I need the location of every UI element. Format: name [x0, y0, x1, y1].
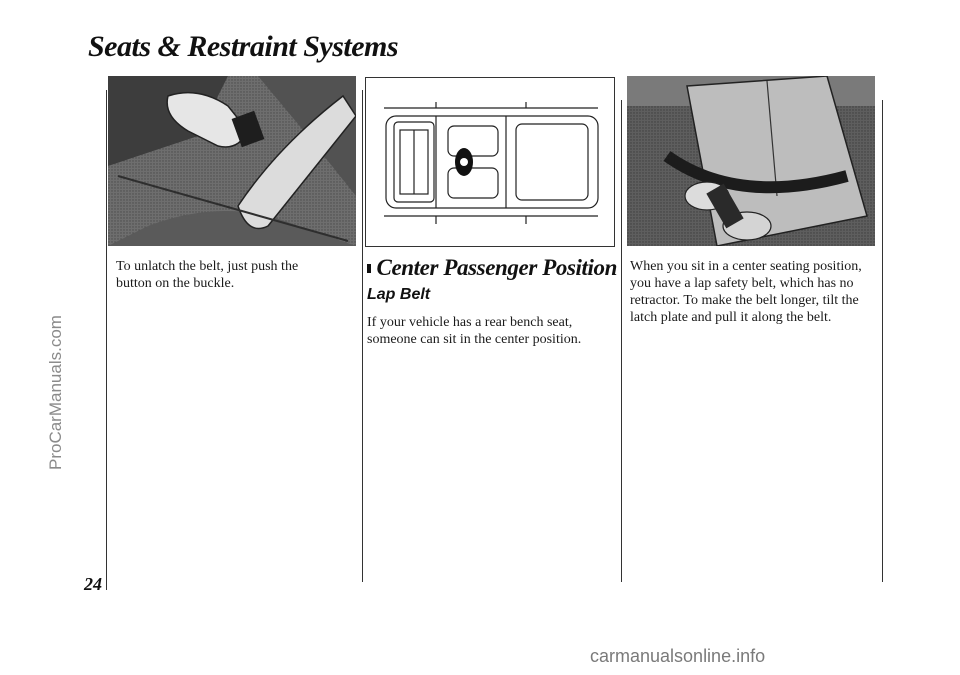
left-margin-rule [106, 90, 107, 590]
passenger-adjusting-lap-belt-icon [627, 76, 875, 246]
center-position-text: If your vehicle has a rear bench seat, someone can sit in the center position. [367, 315, 582, 347]
page-number: 24 [84, 574, 102, 594]
subheading: Lap Belt [367, 286, 431, 303]
lap-belt-photo [627, 76, 875, 246]
side-watermark: ProCarManuals.com [46, 315, 65, 470]
vehicle-top-view-icon [366, 78, 614, 246]
column-divider-2 [621, 100, 622, 582]
buckle-photo [108, 76, 356, 246]
section-heading [367, 255, 617, 281]
square-bullet-icon [367, 264, 371, 273]
vehicle-diagram-box [365, 77, 615, 247]
column-divider-1 [362, 90, 363, 582]
unlatch-instructions: To unlatch the belt, just push the button on the buckle. [116, 259, 299, 291]
section-title: Seats & Restraint Systems [88, 30, 399, 63]
lap-belt-instructions: When you sit in a center seating position, you have a lap safety belt, which has no retractor. To make the belt longer, tilt the latch plate and pull it along the belt. [630, 259, 862, 325]
footer-watermark: carmanualsonline.info [590, 646, 766, 666]
heading-text: Center Passenger Position [376, 255, 617, 280]
right-margin-rule [882, 100, 883, 582]
hand-unlatching-buckle-icon [108, 76, 356, 246]
